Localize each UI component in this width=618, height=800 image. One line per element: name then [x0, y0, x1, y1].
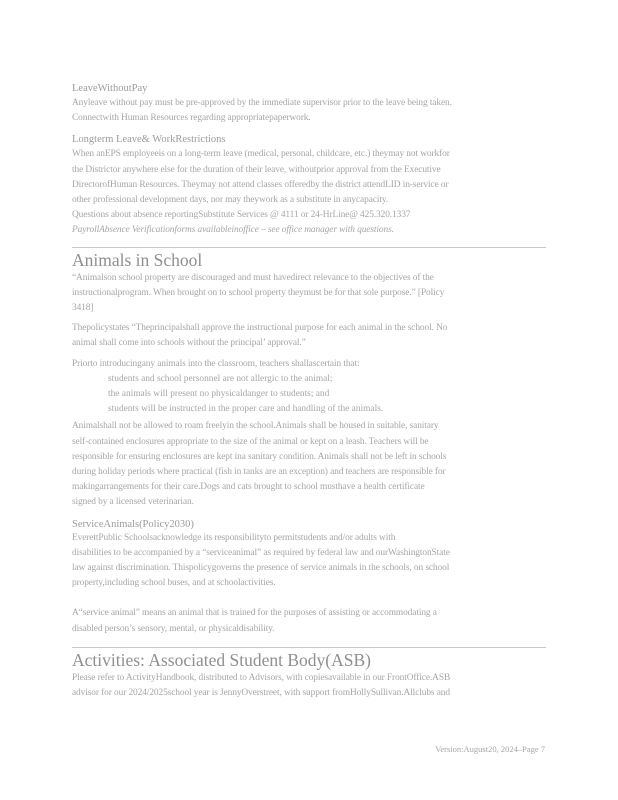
animals-policy-quote — [72, 271, 546, 317]
text-line: Questions about absence reportingSubstitute Services @ 4111 or 24-HrLine@ 425.320.1337 — [72, 210, 411, 221]
animals-title: Animals in School — [72, 249, 203, 270]
animals-principal-approval — [72, 321, 546, 351]
text-line: EverettPublic Schoolsacknowledge its responsibilityto permitstudents and/or adults with — [72, 532, 396, 543]
text-line: animal shall come into schools without the principal’ approval.” — [72, 338, 306, 349]
text-line: law against discrimination. Thispolicygoverns the presence of service animals in the schools, on school — [72, 563, 450, 574]
list-item: the animals will present no physicaldanger to students; and — [108, 389, 330, 400]
text-line: Animalshall not be allowed to roam freelyin the school.Animals shall be housed in suitable, sanitary — [72, 421, 439, 432]
text-line: 3418] — [72, 303, 94, 314]
text-line: advisor for our 2024/2025school year is JennyOverstreet, with support fromHollySullivan.Allclubs and — [72, 688, 450, 699]
text-line: self-contained enclosures appropriate to the size of the animal or kept on a leash. Teachers will be — [72, 436, 429, 447]
document-page — [72, 82, 546, 701]
section-divider — [72, 647, 546, 648]
leave-without-pay-heading: LeaveWithoutPay — [72, 83, 148, 94]
animals-intro: Priorto introducingany animals into the classroom, teachers shallascertain that: — [72, 358, 360, 369]
service-animal-definition — [72, 606, 546, 636]
longterm-leave-heading: Longterm Leave& WorkRestrictions — [72, 134, 226, 146]
text-line: responsible for ensuring enclosures are kept ina sanitary condition. Animals shall not be left in schools — [72, 451, 447, 462]
service-animals-section — [72, 518, 546, 637]
text-line: “Animalson school property are discouraged and must havedirect relevance to the objectives of the — [72, 272, 434, 283]
text-line: Connectwith Human Resources regarding appropriatepaperwork. — [72, 113, 311, 124]
leave-without-pay-text — [72, 96, 546, 126]
page-footer-version: Version:August20, 2024–Page 7 — [435, 744, 545, 754]
section-divider — [72, 247, 546, 248]
text-line: other professional development days, nor may theywork as a substitute in anycapacity. — [72, 195, 389, 206]
payroll-note: PayrollAbsence Verificationforms availableinoffice – see office manager with questions. — [72, 225, 394, 236]
text-line: makingarrangements for their care.Dogs and cats brought to school musthave a health certificate — [72, 482, 425, 493]
text-line: the Districtor anywhere else for the duration of their leave, withoutprior approval from the Executive — [72, 164, 441, 175]
list-item: students and school personnel are not allergic to the animal; — [108, 373, 333, 384]
text-line: Thepolicystates “Theprincipalshall approve the instructional purpose for each animal in the school. No — [72, 323, 448, 334]
longterm-leave-section — [72, 133, 546, 238]
text-line: disabled person’s sensory, mental, or physicaldisability. — [72, 623, 275, 634]
asb-section — [72, 649, 546, 701]
list-item: students will be instructed in the proper care and handling of the animals. — [108, 404, 384, 415]
text-line: during holiday periods where practical (fish in tanks are an exception) and teachers are responsible for — [72, 467, 446, 478]
service-animals-text — [72, 531, 546, 592]
text-line: instructionalprogram. When brought on to school property theymust be for that sole purpose.” [Policy — [72, 287, 445, 298]
leave-without-pay-section — [72, 82, 546, 126]
service-animals-heading: ServiceAnimals(Policy2030) — [72, 518, 194, 530]
asb-text — [72, 671, 546, 701]
text-line: disabilities to be accompanied by a “serviceanimal” as required by federal law and ourWashingtonState — [72, 547, 450, 558]
animals-enclosure-rules — [72, 419, 546, 510]
text-line: Anyleave without pay must be pre-approved by the immediate supervisor prior to the leave being taken. — [72, 98, 452, 108]
text-line: property,including school buses, and at schoolactivities. — [72, 578, 276, 589]
text-line: When anEPS employeeis on a long-term leave (medical, personal, childcare, etc.) theymay not workfor — [72, 149, 450, 160]
text-line: Please refer to ActivityHandbook, distributed to Advisors, with copiesavailable in our FrontOffice.ASB — [72, 672, 451, 683]
animals-bullet-list — [72, 372, 546, 418]
text-line: A“service animal” means an animal that is trained for the purposes of assisting or accommodating a — [72, 608, 437, 619]
longterm-leave-text — [72, 147, 546, 238]
text-line: signed by a licensed veterinarian. — [72, 497, 194, 508]
text-line: DirectorofHuman Resources. Theymay not attend classes offeredby the district attendLID in-service or — [72, 179, 449, 190]
animals-section — [72, 249, 546, 511]
asb-title: Activities: Associated Student Body(ASB) — [72, 649, 371, 670]
